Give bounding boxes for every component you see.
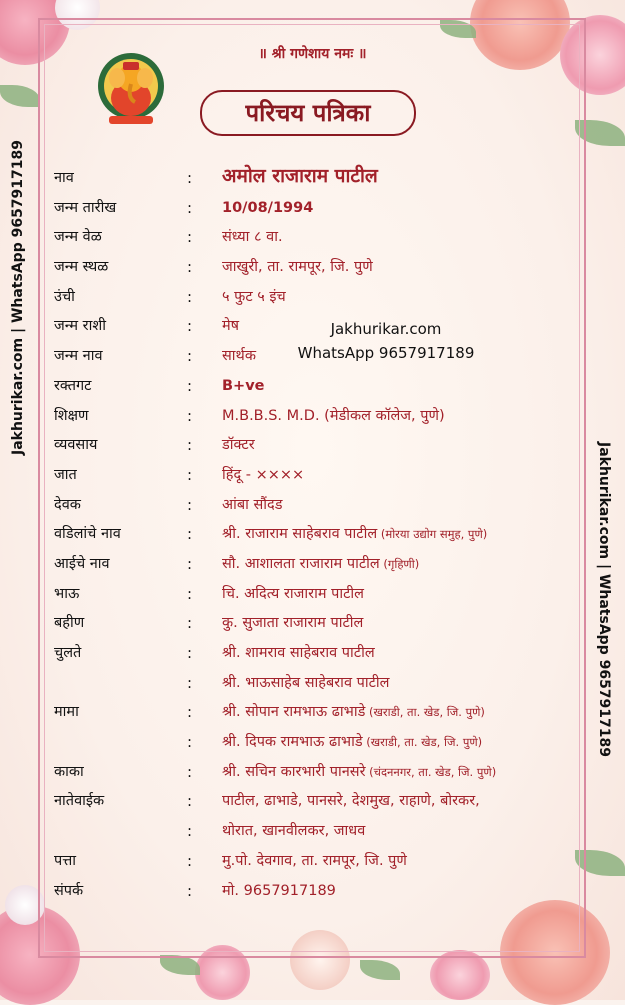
- row-value: [222, 254, 373, 280]
- row-value-text: मो. 9657917189: [222, 882, 336, 899]
- row-value-text: संध्या ८ वा.: [222, 229, 283, 246]
- biodata-row: [54, 640, 594, 670]
- row-value: [222, 195, 313, 221]
- mantra-heading: ॥ श्री गणेशाय नमः ॥: [258, 46, 367, 62]
- biodata-row: [54, 848, 594, 878]
- biodata-row: [54, 759, 594, 789]
- row-value-text: M.B.B.S. M.D. (मेडीकल कॉलेज, पुणे): [222, 407, 445, 424]
- row-colon: :: [187, 881, 193, 900]
- biodata-row: [54, 521, 594, 551]
- biodata-row: [54, 462, 594, 492]
- row-colon: :: [187, 762, 193, 781]
- row-label: उंची: [54, 288, 75, 305]
- row-value-text: मु.पो. देवगाव, ता. रामपूर, जि. पुणे: [222, 852, 407, 869]
- biodata-row: [54, 224, 594, 254]
- row-colon: :: [187, 436, 193, 455]
- row-value: [222, 551, 419, 577]
- row-label: रक्तगट: [54, 377, 92, 394]
- row-colon: :: [187, 258, 193, 277]
- watermark-site: Jakhurikar.com: [330, 320, 442, 338]
- row-value: [222, 163, 378, 189]
- biodata-row: [54, 165, 594, 195]
- row-value: [222, 759, 496, 785]
- row-colon: :: [187, 851, 193, 870]
- row-value: [222, 670, 390, 696]
- row-colon: :: [187, 198, 193, 217]
- row-label: जन्म नाव: [54, 348, 103, 365]
- row-label: काका: [54, 763, 84, 780]
- row-value-note: (गृहिणी): [379, 556, 420, 571]
- row-value: [222, 432, 255, 458]
- row-colon: :: [187, 703, 193, 722]
- row-colon: :: [187, 554, 193, 573]
- row-value-text: श्री. शामराव साहेबराव पाटील: [222, 645, 375, 661]
- row-value: [222, 521, 487, 547]
- row-colon: :: [187, 376, 193, 395]
- biodata-row: [54, 284, 594, 314]
- row-colon: :: [187, 169, 193, 187]
- biodata-row: [54, 610, 594, 640]
- row-label: व्यवसाय: [54, 437, 98, 454]
- row-colon: :: [187, 584, 193, 603]
- row-value-text: श्री. भाऊसाहेब साहेबराव पाटील: [222, 674, 390, 691]
- biodata-row: [54, 373, 594, 403]
- row-value-text: आंबा सौंदड: [222, 496, 283, 513]
- biodata-row: [54, 670, 594, 700]
- row-value-text: हिंदू - ××××: [222, 466, 305, 483]
- row-label: जन्म वेळ: [54, 229, 102, 246]
- row-colon: :: [187, 733, 193, 752]
- row-value-note: (मोरया उद्योग समुह, पुणे): [377, 527, 488, 542]
- row-label: नातेवाईक: [54, 793, 105, 810]
- row-value: [222, 284, 286, 310]
- row-value-text: श्री. दिपक रामभाऊ ढाभाडे: [222, 734, 363, 751]
- row-value-note: (खराडी, ता. खेड, जि. पुणे): [365, 705, 485, 720]
- row-value: [222, 581, 364, 607]
- biodata-row: [54, 254, 594, 284]
- row-label: भाऊ: [54, 585, 80, 602]
- row-value: [222, 818, 365, 844]
- row-colon: :: [187, 525, 193, 544]
- row-label: मामा: [54, 704, 79, 721]
- row-value-text: अमोल राजाराम पाटील: [222, 165, 378, 187]
- biodata-row: [54, 699, 594, 729]
- biodata-row: [54, 492, 594, 522]
- row-label: पत्ता: [54, 852, 77, 869]
- row-value-text: सौ. आशालता राजाराम पाटील: [222, 555, 380, 572]
- biodata-row: [54, 818, 594, 848]
- row-value: [222, 640, 375, 666]
- row-value: [222, 224, 283, 250]
- biodata-row: [54, 343, 594, 373]
- row-label: नाव: [54, 170, 74, 186]
- row-value-text: श्री. सचिन कारभारी पानसरे: [222, 763, 366, 780]
- row-value: [222, 699, 485, 725]
- row-colon: :: [187, 822, 193, 841]
- row-value-text: 10/08/1994: [222, 199, 314, 216]
- row-value: [222, 373, 265, 399]
- row-label: जन्म राशी: [54, 318, 106, 335]
- row-value-text: जाखुरी, ता. रामपूर, जि. पुणे: [222, 259, 373, 276]
- row-value-note: (खराडी, ता. खेड, जि. पुणे): [362, 735, 483, 750]
- biodata-row: [54, 313, 594, 343]
- row-value: [222, 610, 363, 636]
- row-label: जन्म स्थळ: [54, 259, 109, 276]
- row-value-text: कु. सुजाता राजाराम पाटील: [222, 615, 364, 632]
- row-colon: :: [187, 614, 193, 633]
- row-value-text: श्री. सोपान रामभाऊ ढाभाडे: [222, 704, 366, 721]
- row-value-text: चि. अदित्य राजाराम पाटील: [222, 585, 364, 602]
- row-label: देवक: [54, 496, 81, 513]
- biodata-row: [54, 878, 594, 908]
- biodata-row: [54, 403, 594, 433]
- row-value: [222, 729, 482, 755]
- row-value: [222, 848, 407, 874]
- row-value: [222, 462, 304, 488]
- biodata-list: [54, 165, 594, 907]
- row-value: [222, 313, 239, 339]
- row-value-text: पाटील, ढाभाडे, पानसरे, देशमुख, राहाणे, बोरकर,: [222, 793, 480, 810]
- row-label: चुलते: [54, 645, 82, 661]
- row-colon: :: [187, 673, 193, 692]
- biodata-row: [54, 551, 594, 581]
- biodata-row: [54, 432, 594, 462]
- row-colon: :: [187, 406, 193, 425]
- row-label: शिक्षण: [54, 407, 89, 424]
- row-colon: :: [187, 287, 193, 306]
- row-label: जात: [54, 466, 77, 483]
- biodata-row: [54, 195, 594, 225]
- row-colon: :: [187, 317, 193, 336]
- row-colon: :: [187, 465, 193, 484]
- row-colon: :: [187, 792, 193, 811]
- side-text-left: Jakhurikar.com | WhatsApp 9657917189: [10, 140, 26, 455]
- row-value: [222, 878, 336, 904]
- row-value-text: B+ve: [222, 377, 265, 394]
- row-value-text: सार्थक: [222, 348, 256, 365]
- row-label: जन्म तारीख: [54, 199, 117, 216]
- row-colon: :: [187, 228, 193, 247]
- row-label: संपर्क: [54, 882, 84, 899]
- row-value-text: मेष: [222, 318, 240, 335]
- row-colon: :: [187, 347, 193, 366]
- row-value: [222, 788, 480, 814]
- watermark-whatsapp: WhatsApp 9657917189: [297, 344, 475, 362]
- row-value-text: थोरात, खानवीलकर, जाधव: [222, 823, 366, 840]
- row-colon: :: [187, 495, 193, 514]
- row-value-text: श्री. राजाराम साहेबराव पाटील: [222, 526, 378, 543]
- page-title: परिचय पत्रिका: [200, 90, 416, 136]
- side-text-right: Jakhurikar.com | WhatsApp 9657917189: [596, 442, 612, 757]
- row-value-text: डॉक्टर: [222, 437, 255, 454]
- biodata-row: [54, 788, 594, 818]
- row-value-text: ५ फुट ५ इंच: [222, 288, 286, 305]
- biodata-row: [54, 729, 594, 759]
- row-label: वडिलांचे नाव: [54, 526, 121, 543]
- row-value: [222, 343, 256, 369]
- row-colon: :: [187, 644, 193, 662]
- row-value: [222, 492, 282, 518]
- biodata-row: [54, 581, 594, 611]
- row-value-note: (चंदननगर, ता. खेड, जि. पुणे): [365, 764, 497, 779]
- row-value: [222, 403, 445, 429]
- row-label: बहीण: [54, 615, 85, 632]
- row-label: आईचे नाव: [54, 555, 110, 572]
